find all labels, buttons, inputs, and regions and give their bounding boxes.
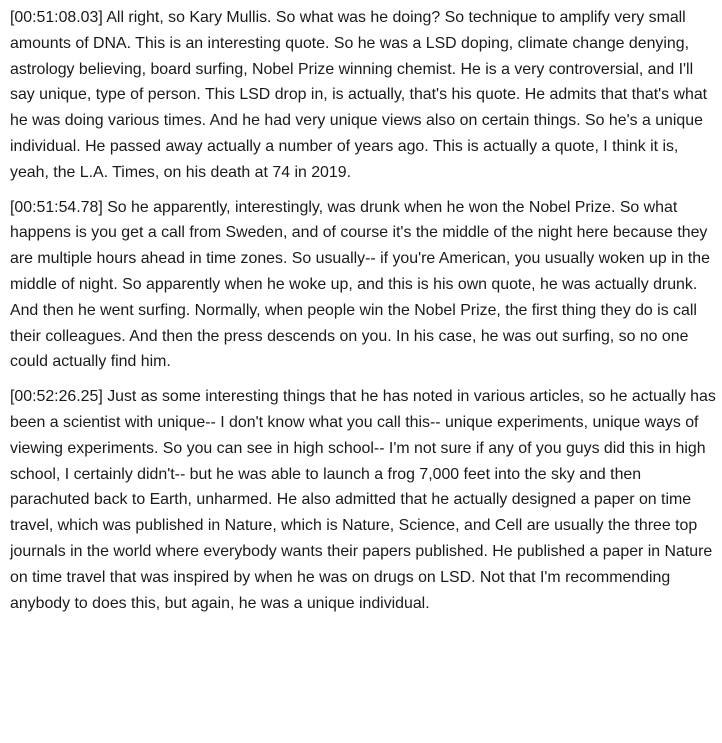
transcript-paragraph-2: [10, 195, 716, 376]
timestamp: [00:51:08.03]: [10, 9, 103, 26]
timestamp: [00:51:54.78]: [10, 198, 103, 216]
timestamp: [00:52:26.25]: [10, 388, 103, 406]
transcript-paragraph-1: [10, 5, 716, 186]
paragraph-text: So he apparently, interestingly, was drunk when he won the Nobel Prize. So what happens is you get a call from Sweden, and of course it's the middle of the night here because they are multiple hours ahead in time zones. So usually-- if you're American, you usually woken up in the middle of night. So apparently when he woke up, and this is his own quote, he was actually drunk. And then he went surfing. Normally, when people win the Nobel Prize, the first thing they do is call their colleagues. And then the press descends on you. In his case, he was out surfing, so no one could actually find him.: [10, 198, 710, 371]
transcript-paragraph-3: [10, 384, 716, 616]
paragraph-text: Just as some interesting things that he has noted in various articles, so he actually has been a scientist with unique-- I don't know what you call this-- unique experiments, unique ways of viewing experiments. So you can see in high school-- I'm not sure if any of you guys did this in high school, I certainly didn't-- but he was able to launch a frog 7,000 feet into the sky and then parachuted back to Earth, unharmed. He also admitted that he actually designed a paper on time travel, which was published in Nature, which is Nature, Science, and Cell are usually the three top journals in the world where everybody wants their papers published. He published a paper in Nature on time travel that was inspired by when he was on drugs on LSD. Not that I'm recommending anybody to does this, but again, he was a unique individual.: [10, 388, 716, 612]
transcript-document: [10, 5, 716, 616]
paragraph-text: All right, so Kary Mullis. So what was he doing? So technique to amplify very small amounts of DNA. This is an interesting quote. So he was a LSD doping, climate change denying, astrology believing, board surfing, Nobel Prize winning chemist. He is a very controversial, and I'll say unique, type of person. This LSD drop in, is actually, that's his quote. He admits that that's what he was doing various times. And he had very unique views also on certain things. So he's a unique individual. He passed away actually a number of years ago. This is actually a quote, I think it is, yeah, the L.A. Times, on his death at 74 in 2019.: [10, 9, 708, 181]
